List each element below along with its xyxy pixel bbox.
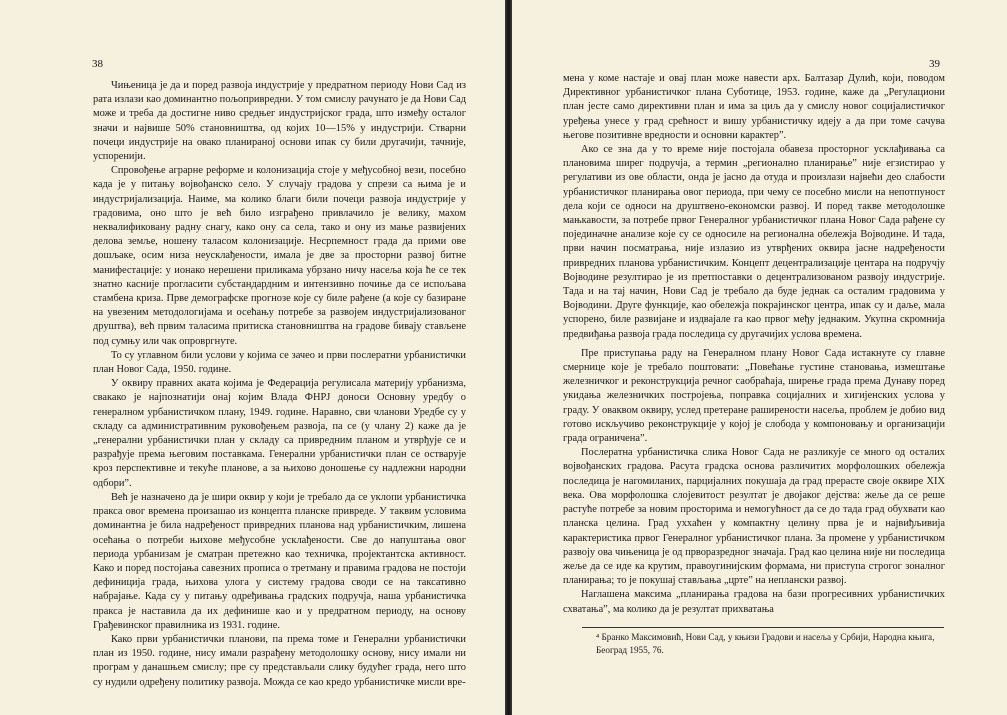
left-page-body (93, 79, 466, 690)
paragraph: Како први урбанистички планови, па према томе и Генерални урбанистички план из 1950. године, нису имали разрађену методолошку основу, нису имали ни програм у данашњем смислу; пре су представљали слику будућег града, него што су нудили одређену политику развоја. Можда се као кредо урбанистичке мисли вре- (93, 633, 466, 688)
footnote-text: ⁴ Бранко Максимовић, Нови Сад, у књизи Градови и насеља у Србији, Народна књига, Београд 1955, 76. (596, 632, 935, 655)
page-number-right: 39 (929, 58, 940, 70)
paragraph: Ако се зна да у то време није постојала обавеза просторног усклађивања са плановима ширег подручја, а термин „регионално планирање” није егзистирао у регулативи из ове области, онда је јасно да отуда и произлази највећи део слабости урбанистичког планирања овог периода, при чему се посебно мисли на непотпуност дела који се односи на друштвено-економски развој. И поред такве методолошке мањкавости, за потребе првог Генералног урбанистичког плана Новог Сада рађене су појединачне анализе које су се односиле на регионална обележја Војводине. И тада, први начин посматрања, није излазио из утврђених оквира јасне надређености привредних планова урбанистичким. Концепт децентрализације центара на подручју Војводине резултирао је из претпоставки о децентрализованом развоју индустрије. Тада и на тај начин, Нови Сад је требало да буде једнак са осталим градовима у Војводини. Друге функције, као обележја покрајинског центра, ипак су и даље, мала успорено, биле развијане и издвајале га као првог међу једнаким. Укупна скромнија предвиђања развоја града последица су другачијих услова времена. (563, 144, 945, 340)
paragraph: Чињеница је да и поред развоја индустрије у предратном периоду Нови Сад из рата излази као доминантно пољопривредни. У том смислу рачунато је да Нови Сад може и треба да достигне ниво средњег индустријског града, што између осталог значи и највише 50% становништва, од којих 10—15% у индустрији. Стварни почеци индустрије на овако планираној основи ипак су били другачији, тачније, успоренији. (93, 80, 466, 163)
paragraph: Већ је назначено да је шири оквир у који је требало да се уклопи урбанистичка пракса овог времена произашао из концепта планске привреде. У таквим условима доминантна је била надређеност привредних планова над урбанистичким, лишена осећања о потреби њихове међусобне усклађености. Све до напуштања овог периода урбанизам је сматран претежно као техничка, пројектантска активност. Како и поред постојања савезних прописа о третману и правима градова не постоји дефиниција града, њихова улога у систему градова своди се на таксативно набрајање. Када су у питању одређивања градских подручја, наша урбанистичка пракса је наставила да их дефинише као и у предратном периоду, на основу Грађевинског правилника из 1931. године. (93, 491, 466, 631)
right-page-body (563, 72, 945, 617)
paragraph: То су углавном били услови у којима се зачео и први послератни урбанистички план Новог Сада, 1950. године. (93, 349, 466, 376)
paragraph: мена у коме настаје и овај план може навести арх. Балтазар Дулић, који, поводом Директивног урбанистичког плана Суботице, 1953. године, каже да „Регулациони план јесте само директивни план и има за циљ да у смислу новог социјалистичког уређења унесе у град срећност и вишу урбанистичку идеју а да при томе сачува његове позитивне вредности и основни карактер”. (563, 73, 945, 141)
footnote (582, 627, 944, 657)
paragraph: У оквиру правних аката којима је Федерација регулисала материју урбанизма, свакако је најпознатији онај којим Влада ФНРЈ доноси Основну уредбу о генералном урбанистичком плану, 1949. године. Наравно, сви чланови Уредбе су у складу са административним руковођењем развоја, па се (у члану 2) каже да је „генерални урбанистички план у складу са привредним планом и утврђује се и разрађује према његовим поставкама. Генерални урбанистички план се остварује кроз перспективне и текуће планове, а за њихово доношење су надлежни народни одбори”. (93, 378, 466, 489)
paragraph: Наглашена максима „планирања градова на бази прогресивних урбанистичких схватања”, ма колико да је резултат прихватања (563, 589, 945, 615)
book-gutter (505, 0, 512, 715)
page-number-left: 38 (92, 58, 103, 70)
paragraph: Пре приступања раду на Генералном плану Новог Сада истакнуте су главне смернице које је требало поштовати: „Повећање густине становања, измештање железничког и реконструкција речног саобраћаја, ширење града према Дунаву поред укидања железничких постројења, поправка социјалних и хигијенских услова у граду. У оваквом оквиру, услед претеране раширености насеља, проблем је добио вид готово искључиво реконструкције у којој је слобода у компоновању и организацији града ограничена”. (563, 347, 945, 445)
paragraph: Спровођење аграрне реформе и колонизација стоје у међусобној вези, посебно када је у питању војвођанско село. У случају градова у спрези са њима је и индустријализација. Наиме, ма колико благи били почеци развоја индустрије у градовима, оно што је већ било изграђено привлачило је велику, махом неквалификовану радну снагу, како ону са села, тако и ону из мање развијених делова земље, ношену таласом колонизације. Несрпемност града да прими ове дошљаке, осим низа неусклађености, имала је две за просторни развој битне манифестације: у ионако нерешени приликама убрзано ничу насеља која ће се тек знатно касније прогласити субстандардним и интензивно почиње да се испољава стамбена криза. Прве демографске прогнозе које су биле рађене (а које су базиране на увезеним методологијама и осећању потребе за развојем индустријализованог друштва), већ првим таласима притиска становништва на градове бивају стављене под сумњу или чак опровргнуте. (93, 165, 466, 347)
right-page (512, 0, 1007, 715)
paragraph: Послератна урбанистичка слика Новог Сада не разликује се много од осталих војвођанских градова. Расута градска основа различитих морфолошких обележја последица је нагомиланих, парцијалних покушаја да град прерасте своје оквире XIX века. Ова морфолошка слојевитост резултат је двојаког дејства: жеље да се реше растуће потребе за новим просторима и немогућност да се до тада град обухвати као планска целина. Град уххаћен у компактну целину прва је и највиђљивија карактеристика првог Генералног урбанистичког плана. За промене у урбанистичком развоју ова чињеница је од прворазредног значаја. Град као целина није ни последица жеље да се иде ка крутим, правоугинијским формама, ни приступа строгог зоналног планирања; то је покушај стављања „црте” на неплански развој. (563, 447, 945, 587)
